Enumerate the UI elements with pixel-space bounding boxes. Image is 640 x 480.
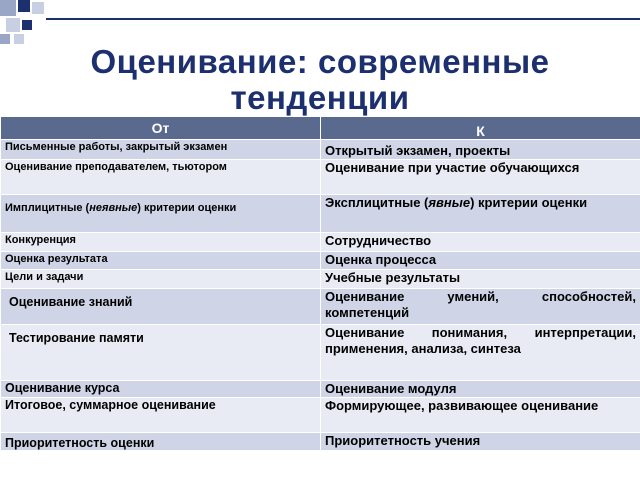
row-from: Оценивание преподавателем, тьютором xyxy=(1,160,321,195)
row-from: Оценка результата xyxy=(1,252,321,270)
deco-square xyxy=(0,0,16,16)
row-to: Сотрудничество xyxy=(321,233,640,252)
row-to: Приоритетность учения xyxy=(321,433,640,451)
deco-square xyxy=(14,34,24,44)
row-from: Оценивание курса xyxy=(1,381,321,398)
deco-square xyxy=(0,34,10,44)
text-emphasis: неявные xyxy=(89,202,138,214)
deco-square xyxy=(6,18,20,32)
row-to: Оценивание понимания, интерпретации, применения, анализа, синтеза xyxy=(321,325,640,381)
text-part: ) критерии оценки xyxy=(137,202,237,214)
row-from xyxy=(1,195,321,233)
deco-square xyxy=(32,2,44,14)
row-to: Оценка процесса xyxy=(321,252,640,270)
text-part: ) критерии оценки xyxy=(470,195,588,210)
row-to: Учебные результаты xyxy=(321,270,640,289)
comparison-table xyxy=(0,116,640,451)
row-from: Цели и задачи xyxy=(1,270,321,289)
text-part: Имплицитные ( xyxy=(5,202,90,214)
row-from: Конкуренция xyxy=(1,233,321,252)
deco-square xyxy=(22,20,32,30)
text-part: Эксплицитные ( xyxy=(325,195,429,210)
header-from: От xyxy=(1,117,321,140)
row-to: Формирующее, развивающее оценивание xyxy=(321,398,640,433)
row-from: Тестирование памяти xyxy=(1,325,321,381)
header-to: К xyxy=(321,117,640,140)
row-to xyxy=(321,195,640,233)
slide-title: Оценивание: современные тенденции xyxy=(90,43,550,116)
row-from: Приоритетность оценки xyxy=(1,433,321,451)
row-to: Открытый экзамен, проекты xyxy=(321,140,640,160)
row-from: Итоговое, суммарное оценивание xyxy=(1,398,321,433)
row-to: Оценивание модуля xyxy=(321,381,640,398)
text-emphasis: явные xyxy=(428,195,471,210)
deco-square xyxy=(18,0,30,12)
row-from: Письменные работы, закрытый экзамен xyxy=(1,140,321,160)
row-to: Оценивание умений, способностей, компетенций xyxy=(321,289,640,325)
row-to: Оценивание при участие обучающихся xyxy=(321,160,640,195)
row-from: Оценивание знаний xyxy=(1,289,321,325)
header-rule xyxy=(46,18,640,20)
